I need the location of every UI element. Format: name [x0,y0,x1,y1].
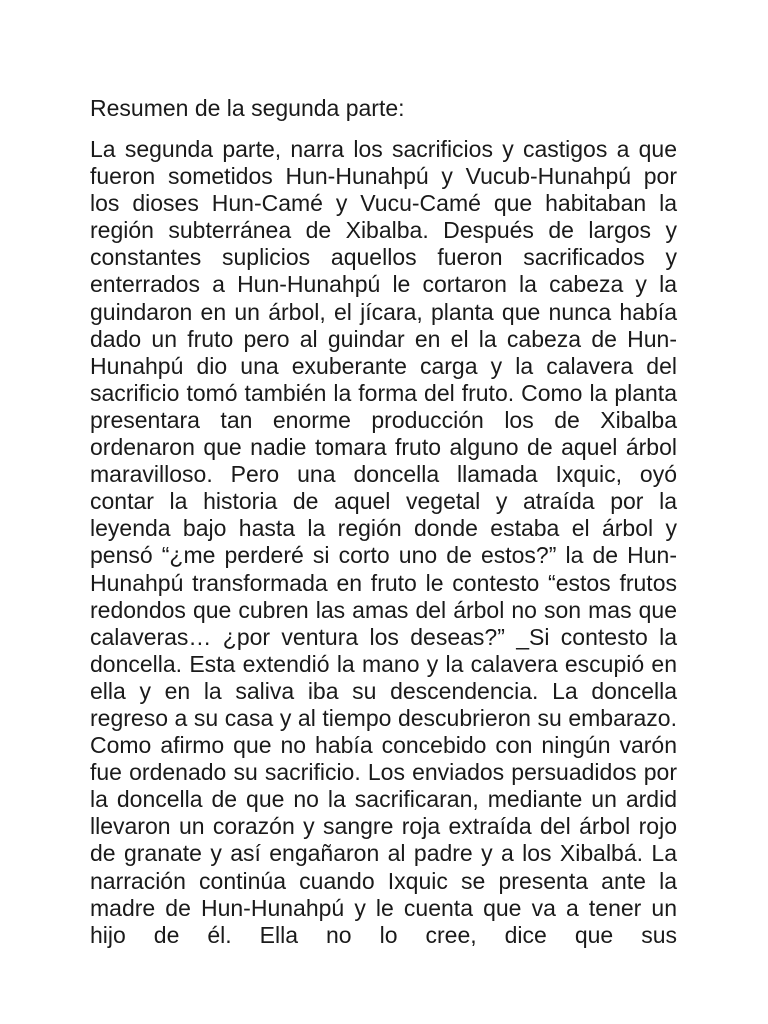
section-heading: Resumen de la segunda parte: [90,95,405,121]
body-paragraph: La segunda parte, narra los sacrificios y castigos a que fueron sometidos Hun-Hunahpú y Vucub-Hunahpú por los dioses Hun-Camé y Vucu-Camé que habitaban la región subterránea de Xibalba. Después de largos y constantes suplicios aquellos fueron sacrificados y enterrados a Hun-Hunahpú le cortaron la cabeza y la guindaron en un árbol, el jícara, planta que nunca había dado un fruto pero al guindar en el la cabeza de Hun-Hunahpú dio una exuberante carga y la calavera del sacrificio tomó también la forma del fruto. Como la planta presentara tan enorme producción los de Xibalba ordenaron que nadie tomara fruto alguno de aquel árbol maravilloso. Pero una doncella llamada Ixquic, oyó contar la historia de aquel vegetal y atraída por la leyenda bajo hasta la región donde estaba el árbol y pensó “¿me perderé si corto uno de estos?” la de Hun-Hunahpú transformada en fruto le contesto “estos frutos redondos que cubren las amas del árbol no son mas que calaveras… ¿por ventura los deseas?” _Si contesto la doncella. Esta extendió la mano y la calavera escupió en ella y en la saliva iba su descendencia. La doncella regreso a su casa y al tiempo descubrieron su embarazo. Como afirmo que no había concebido con ningún varón fue ordenado su sacrificio. Los enviados persuadidos por la doncella de que no la sacrificaran, mediante un ardid llevaron un corazón y sangre roja extraída del árbol rojo de granate y así engañaron al padre y a los Xibalbá. La narración continúa cuando Ixquic se presenta ante la madre de Hun-Hunahpú y le cuenta que va a tener un hijo de él. Ella no lo cree, dice que sus [90,136,677,948]
document-content [90,95,677,949]
